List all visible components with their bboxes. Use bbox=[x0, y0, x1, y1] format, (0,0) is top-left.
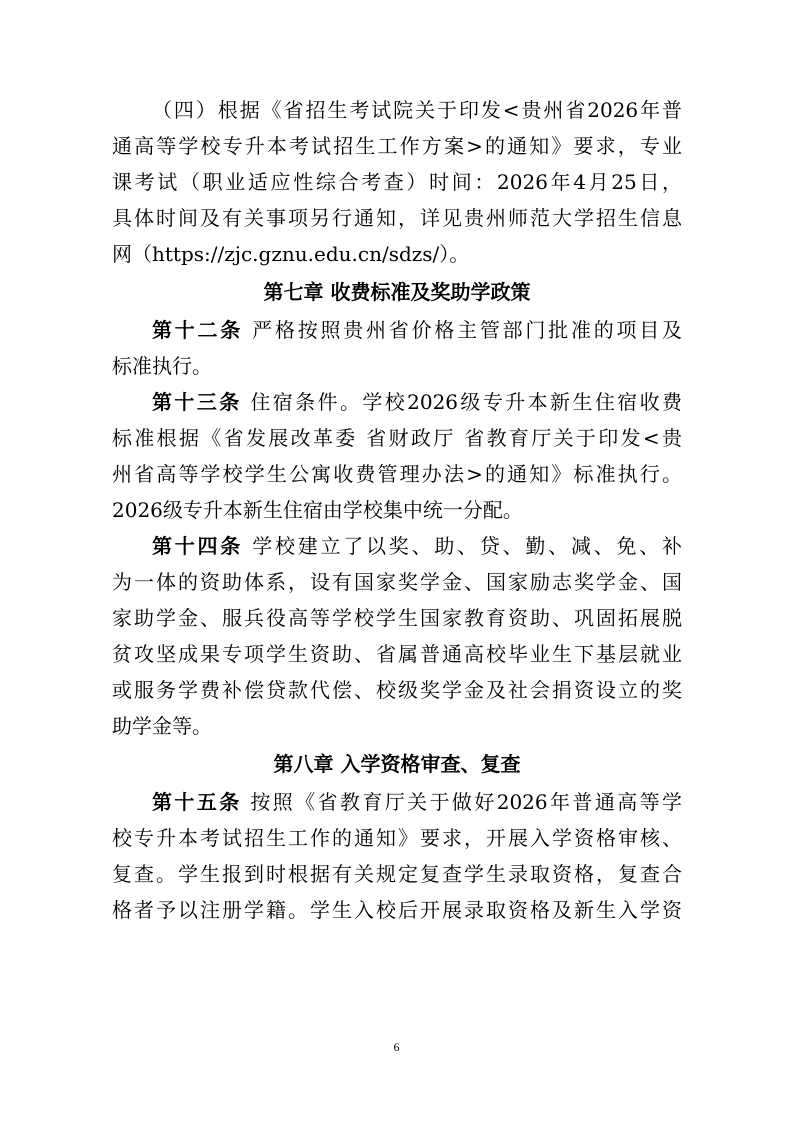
article-13-line-2: 标准根据《省发展改革委 省财政厅 省教育厅关于印发<贵 bbox=[112, 426, 682, 450]
article-13-line-3: 州省高等学校学生公寓收费管理办法>的通知》标准执行。 bbox=[112, 462, 682, 486]
article-14-line-3: 家助学金、服兵役高等学校学生国家教育资助、巩固拓展脱 bbox=[112, 606, 682, 630]
article-15-first: 按照《省教育厅关于做好2026年普通高等学 bbox=[250, 790, 682, 814]
article-13-first: 住宿条件。学校2026级专升本新生住宿收费 bbox=[250, 390, 682, 414]
article-12-line-1 bbox=[112, 312, 682, 348]
paragraph-4-line-3: 课考试（职业适应性综合考查）时间：2026年4月25日， bbox=[112, 170, 682, 194]
paragraph-4-line-2: 通高等学校专升本考试招生工作方案>的通知》要求，专业 bbox=[112, 134, 682, 158]
paragraph-4-line-4: 具体时间及有关事项另行通知，详见贵州师范大学招生信息 bbox=[112, 206, 682, 230]
article-14-line-4: 贫攻坚成果专项学生资助、省属普通高校毕业生下基层就业 bbox=[112, 642, 682, 666]
article-14-line-6: 助学金等。 bbox=[112, 714, 212, 738]
article-12-label: 第十二条 bbox=[152, 318, 244, 342]
article-14-line-2: 为一体的资助体系，设有国家奖学金、国家励志奖学金、国 bbox=[112, 570, 682, 594]
article-14-label: 第十四条 bbox=[152, 534, 244, 558]
paragraph-4-line-1: （四）根据《省招生考试院关于印发<贵州省2026年普 bbox=[152, 98, 682, 122]
document-page bbox=[112, 92, 682, 928]
article-14-line-5: 或服务学费补偿贷款代偿、校级奖学金及社会捐资设立的奖 bbox=[112, 678, 682, 702]
article-13-line-1 bbox=[112, 384, 682, 420]
article-14-line-1 bbox=[112, 528, 682, 564]
article-12-first: 严格按照贵州省价格主管部门批准的项目及 bbox=[252, 318, 682, 342]
chapter-7-heading: 第七章 收费标准及奖助学政策 bbox=[263, 280, 531, 304]
article-15-line-3: 复查。学生报到时根据有关规定复查学生录取资格，复查合 bbox=[112, 862, 682, 886]
chapter-8-heading: 第八章 入学资格审查、复查 bbox=[273, 752, 521, 776]
article-15-label: 第十五条 bbox=[152, 790, 242, 814]
article-12-line-2: 标准执行。 bbox=[112, 354, 212, 378]
paragraph-4-line-5: 网（https://zjc.gznu.edu.cn/sdzs/）。 bbox=[112, 242, 470, 266]
article-15-line-1 bbox=[112, 784, 682, 820]
article-13-label: 第十三条 bbox=[152, 390, 242, 414]
article-14-first: 学校建立了以奖、助、贷、勤、减、免、补 bbox=[252, 534, 682, 558]
article-15-line-2: 校专升本考试招生工作的通知》要求，开展入学资格审核、 bbox=[112, 826, 682, 850]
article-15-line-4: 格者予以注册学籍。学生入校后开展录取资格及新生入学资 bbox=[112, 898, 682, 922]
page-number: 6 bbox=[393, 1040, 400, 1054]
article-13-line-4: 2026级专升本新生住宿由学校集中统一分配。 bbox=[112, 498, 523, 522]
